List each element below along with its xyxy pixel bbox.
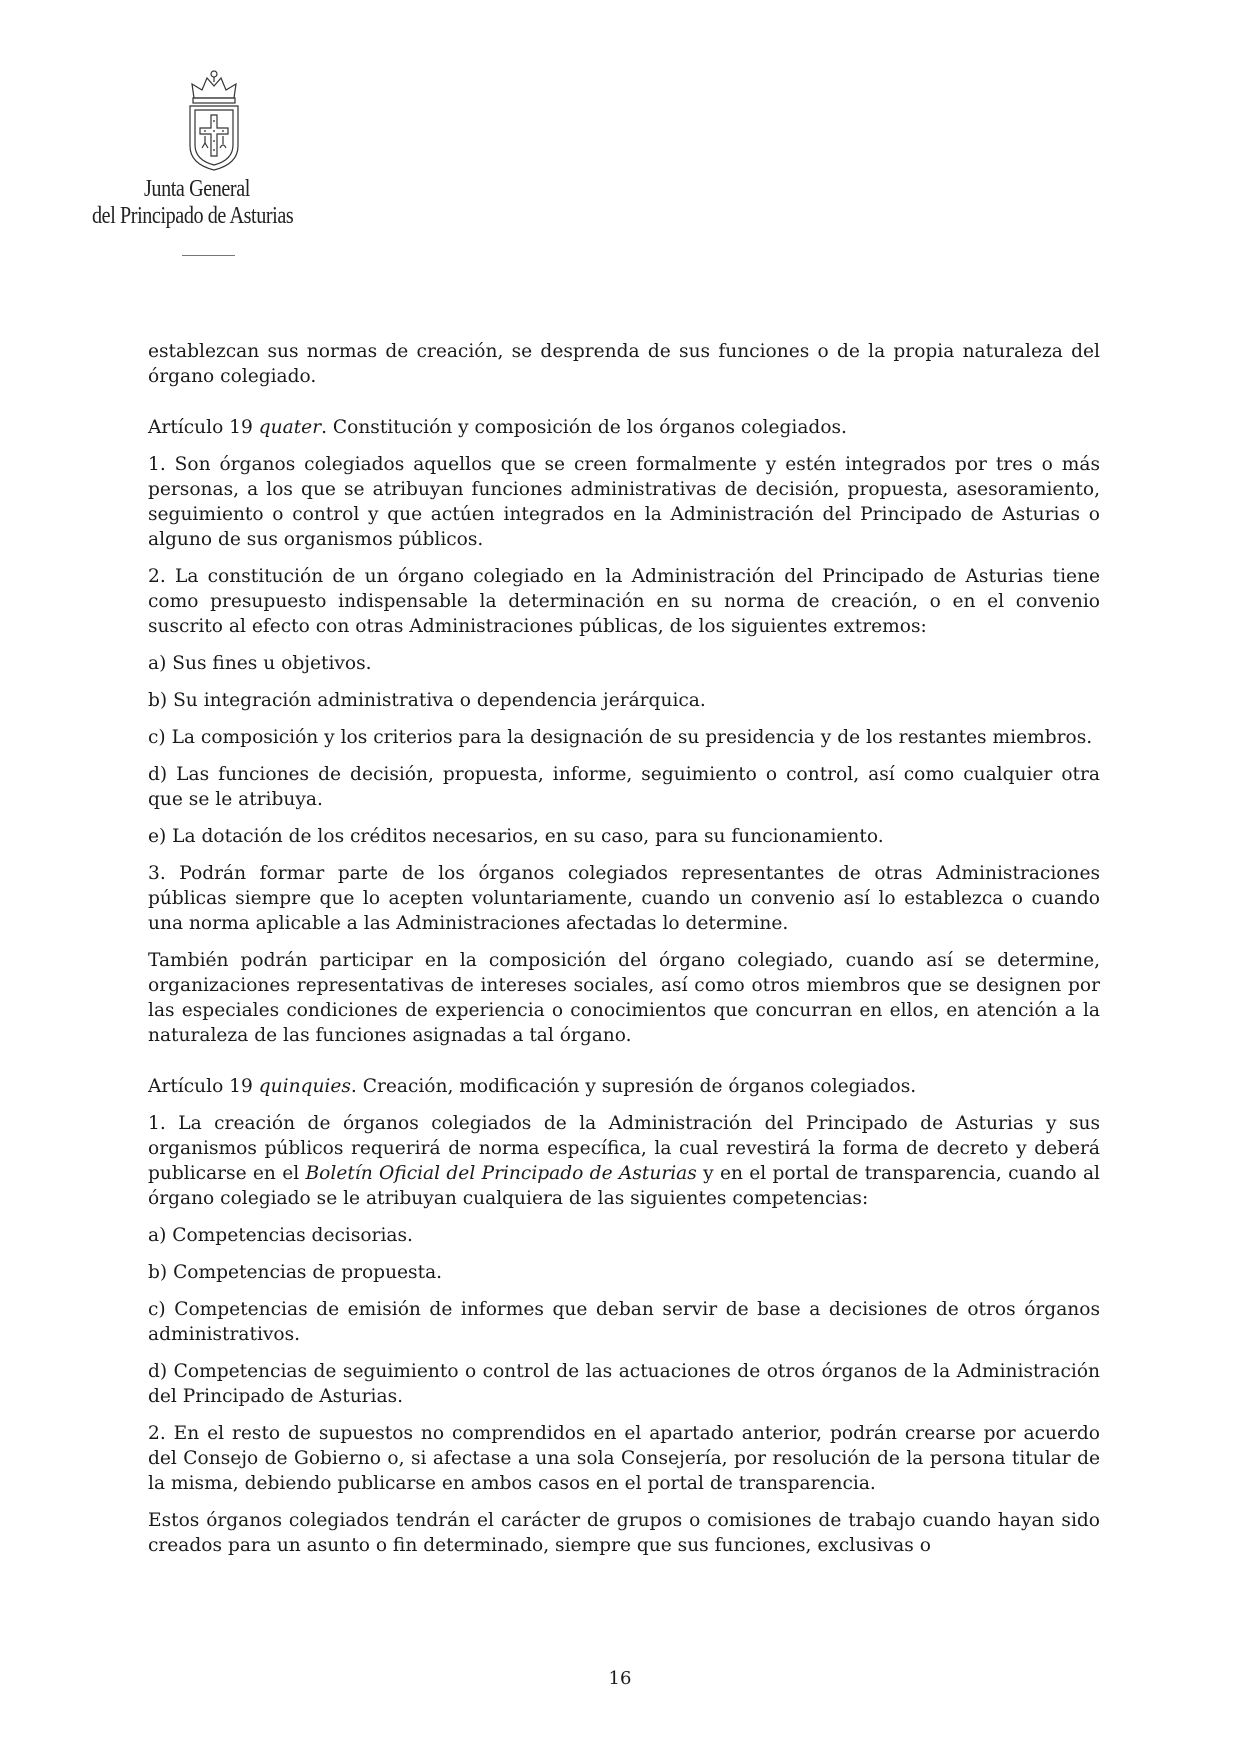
text-run: y en el portal de transparencia, cuando al órgano colegiado se le atribuyan cualquiera de las siguientes competencias: xyxy=(148,1163,1100,1209)
article-19-quater-heading xyxy=(148,415,1100,440)
article-suffix: quinquies xyxy=(258,1076,351,1097)
article-title: . Constitución y composición de los órganos colegiados. xyxy=(321,417,847,438)
list-item-quinquies-b: b) Competencias de propuesta. xyxy=(148,1262,443,1283)
list-item-quater-a: a) Sus fines u objetivos. xyxy=(148,653,372,674)
list-item-quater-d: d) Las funciones de decisión, propuesta, informe, seguimiento o control, así como cualquier otra que se le atribuya. xyxy=(148,764,1100,810)
institution-header xyxy=(92,62,342,262)
paragraph-quater-4: También podrán participar en la composición del órgano colegiado, cuando así se determine, organizaciones representativas de intereses sociales, así como otros miembros que se designen por las especiales condiciones de experiencia o conocimientos que concurran en ellos, en atención a la naturaleza de las funciones asignadas a tal órgano. xyxy=(148,950,1100,1046)
list-item-quinquies-d: d) Competencias de seguimiento o control de las actuaciones de otros órganos de la Administración del Principado de Asturias. xyxy=(148,1361,1100,1407)
paragraph-continuation: establezcan sus normas de creación, se desprenda de sus funciones o de la propia naturaleza del órgano colegiado. xyxy=(148,341,1100,387)
list-item-quater-b: b) Su integración administrativa o dependencia jerárquica. xyxy=(148,690,706,711)
paragraph-quinquies-2: 2. En el resto de supuestos no comprendidos en el apartado anterior, podrán crearse por acuerdo del Consejo de Gobierno o, si afectase a una sola Consejería, por resolución de la persona titular de la misma, debiendo publicarse en ambos casos en el portal de transparencia. xyxy=(148,1423,1100,1494)
article-title: . Creación, modificación y supresión de órganos colegiados. xyxy=(350,1076,917,1097)
paragraph-quinquies-1 xyxy=(148,1111,1100,1211)
paragraph-quater-1: 1. Son órganos colegiados aquellos que se creen formalmente y estén integrados por tres o más personas, a los que se atribuyan funciones administrativas de decisión, propuesta, asesoramiento, seguimiento o control y que actúen integrados en la Administración del Principado de Asturias o alguno de sus organismos públicos. xyxy=(148,454,1100,550)
list-item-quater-c: c) La composición y los criterios para la designación de su presidencia y de los restantes miembros. xyxy=(148,727,1093,748)
article-19-quinquies-heading xyxy=(148,1074,1100,1099)
article-suffix: quater xyxy=(258,417,322,438)
list-item-quinquies-c: c) Competencias de emisión de informes que deban servir de base a decisiones de otros órganos administrativos. xyxy=(148,1299,1100,1345)
text-run: 1. La creación de órganos colegiados de la Administración del Principado de Asturias y sus organismos públicos requerirá de norma específica, la cual revestirá la forma de decreto y deberá publicarse en el xyxy=(148,1113,1100,1184)
article-prefix: Artículo 19 xyxy=(148,1076,259,1097)
institution-name-line1: Junta General xyxy=(144,176,250,202)
institution-name-line2: del Principado de Asturias xyxy=(92,203,294,229)
paragraph-quater-3: 3. Podrán formar parte de los órganos colegiados representantes de otras Administraciones públicas siempre que lo acepten voluntariamente, cuando un convenio así lo establezca o cuando una norma aplicable a las Administraciones afectadas lo determine. xyxy=(148,863,1100,934)
document-body xyxy=(148,339,1100,1570)
header-divider xyxy=(182,255,235,256)
paragraph-quater-2: 2. La constitución de un órgano colegiado en la Administración del Principado de Asturias tiene como presupuesto indispensable la determinación en su norma de creación, o en el convenio suscrito al efecto con otras Administraciones públicas, de los siguientes extremos: xyxy=(148,566,1100,637)
page-number: 16 xyxy=(608,1668,632,1689)
list-item-quater-e: e) La dotación de los créditos necesarios, en su caso, para su funcionamiento. xyxy=(148,826,884,847)
article-prefix: Artículo 19 xyxy=(148,417,259,438)
paragraph-quinquies-3: Estos órganos colegiados tendrán el carácter de grupos o comisiones de trabajo cuando hayan sido creados para un asunto o fin determinado, siempre que sus funciones, exclusivas o xyxy=(148,1510,1100,1556)
list-item-quinquies-a: a) Competencias decisorias. xyxy=(148,1225,413,1246)
coat-of-arms-icon xyxy=(180,68,248,174)
bulletin-name: Boletín Oficial del Principado de Asturias xyxy=(305,1163,697,1184)
